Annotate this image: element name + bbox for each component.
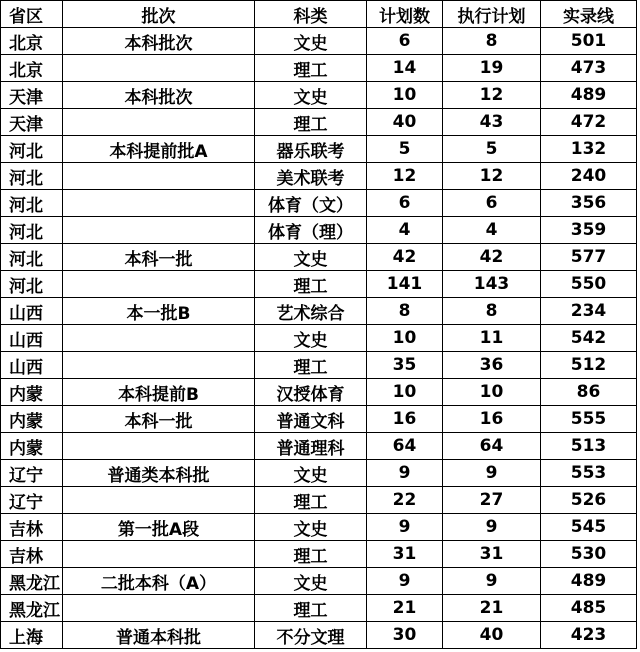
table-cell[interactable]: 40 [367, 109, 443, 136]
table-cell[interactable]: 234 [541, 298, 637, 325]
table-row[interactable] [1, 163, 637, 190]
table-cell[interactable]: 不分文理 [255, 622, 367, 649]
table-cell[interactable]: 吉林 [1, 514, 63, 541]
table-cell[interactable]: 河北 [1, 190, 63, 217]
table-cell[interactable]: 42 [443, 244, 541, 271]
table-cell[interactable]: 36 [443, 352, 541, 379]
table-cell[interactable]: 9 [367, 514, 443, 541]
table-cell[interactable]: 山西 [1, 352, 63, 379]
table-cell[interactable]: 31 [443, 541, 541, 568]
table-cell[interactable]: 553 [541, 460, 637, 487]
table-cell[interactable]: 文史 [255, 460, 367, 487]
table-cell[interactable]: 北京 [1, 28, 63, 55]
table-cell[interactable]: 文史 [255, 82, 367, 109]
table-row[interactable] [1, 622, 637, 649]
table-cell[interactable]: 文史 [255, 244, 367, 271]
table-cell[interactable]: 423 [541, 622, 637, 649]
table-row[interactable] [1, 82, 637, 109]
table-cell[interactable]: 理工 [255, 109, 367, 136]
table-row[interactable] [1, 244, 637, 271]
table-cell[interactable]: 艺术综合 [255, 298, 367, 325]
table-cell[interactable]: 86 [541, 379, 637, 406]
table-cell[interactable]: 21 [443, 595, 541, 622]
table-cell[interactable]: 普通文科 [255, 406, 367, 433]
table-cell[interactable]: 理工 [255, 271, 367, 298]
table-cell[interactable]: 9 [443, 568, 541, 595]
header-cell: 省区 [1, 1, 63, 28]
table-cell[interactable]: 本科提前批A [63, 136, 255, 163]
table-cell[interactable]: 器乐联考 [255, 136, 367, 163]
table-cell[interactable] [63, 433, 255, 460]
table-cell[interactable]: 240 [541, 163, 637, 190]
table-cell[interactable]: 19 [443, 55, 541, 82]
table-body [1, 28, 637, 649]
table-cell[interactable]: 10 [367, 82, 443, 109]
table-row[interactable] [1, 109, 637, 136]
table-cell[interactable] [63, 487, 255, 514]
table-cell[interactable]: 黑龙江 [1, 595, 63, 622]
table-row[interactable] [1, 406, 637, 433]
table-cell[interactable]: 河北 [1, 163, 63, 190]
table-cell[interactable]: 6 [367, 28, 443, 55]
table-cell[interactable]: 40 [443, 622, 541, 649]
table-cell[interactable]: 吉林 [1, 541, 63, 568]
table-cell[interactable]: 汉授体育 [255, 379, 367, 406]
table-cell[interactable]: 普通理科 [255, 433, 367, 460]
table-cell[interactable]: 河北 [1, 244, 63, 271]
table-cell[interactable]: 8 [367, 298, 443, 325]
table-cell[interactable]: 河北 [1, 217, 63, 244]
table-cell[interactable]: 489 [541, 82, 637, 109]
table-cell[interactable]: 黑龙江 [1, 568, 63, 595]
table-cell[interactable]: 理工 [255, 541, 367, 568]
table-cell[interactable]: 文史 [255, 325, 367, 352]
table-cell[interactable]: 本科批次 [63, 28, 255, 55]
table-cell[interactable]: 8 [443, 28, 541, 55]
table-cell[interactable] [63, 217, 255, 244]
header-cell: 实录线 [541, 1, 637, 28]
table-row[interactable] [1, 190, 637, 217]
table-cell[interactable] [63, 541, 255, 568]
table-cell[interactable]: 143 [443, 271, 541, 298]
table-row[interactable] [1, 379, 637, 406]
table-row[interactable] [1, 217, 637, 244]
table-cell[interactable]: 12 [443, 82, 541, 109]
table-cell[interactable]: 天津 [1, 109, 63, 136]
table-cell[interactable]: 14 [367, 55, 443, 82]
table-cell[interactable]: 64 [443, 433, 541, 460]
table-row[interactable] [1, 460, 637, 487]
table-cell[interactable]: 天津 [1, 82, 63, 109]
header-cell: 科类 [255, 1, 367, 28]
table-cell[interactable]: 普通本科批 [63, 622, 255, 649]
table-cell[interactable]: 4 [367, 217, 443, 244]
table-cell[interactable]: 6 [367, 190, 443, 217]
table-cell[interactable]: 545 [541, 514, 637, 541]
table-row[interactable] [1, 541, 637, 568]
table-cell[interactable]: 文史 [255, 28, 367, 55]
table-cell[interactable]: 5 [367, 136, 443, 163]
table-cell[interactable]: 43 [443, 109, 541, 136]
table-cell[interactable] [63, 163, 255, 190]
table-cell[interactable]: 64 [367, 433, 443, 460]
table-row[interactable] [1, 55, 637, 82]
table-row[interactable] [1, 433, 637, 460]
table-cell[interactable]: 河北 [1, 136, 63, 163]
table-row[interactable] [1, 136, 637, 163]
table-cell[interactable]: 485 [541, 595, 637, 622]
table-cell[interactable]: 22 [367, 487, 443, 514]
table-cell[interactable]: 体育（文） [255, 190, 367, 217]
table-cell[interactable]: 16 [443, 406, 541, 433]
table-cell[interactable]: 体育（理） [255, 217, 367, 244]
table-row[interactable] [1, 298, 637, 325]
table-cell[interactable]: 9 [367, 460, 443, 487]
table-cell[interactable]: 8 [443, 298, 541, 325]
table-cell[interactable]: 9 [367, 568, 443, 595]
table-cell[interactable] [63, 271, 255, 298]
table-cell[interactable]: 内蒙 [1, 406, 63, 433]
table-cell[interactable]: 141 [367, 271, 443, 298]
table-cell[interactable]: 35 [367, 352, 443, 379]
table-cell[interactable]: 理工 [255, 352, 367, 379]
table-cell[interactable]: 359 [541, 217, 637, 244]
table-cell[interactable]: 12 [443, 163, 541, 190]
table-cell[interactable] [63, 55, 255, 82]
table-cell[interactable]: 辽宁 [1, 460, 63, 487]
table-cell[interactable]: 27 [443, 487, 541, 514]
table-cell[interactable]: 本科一批 [63, 406, 255, 433]
table-cell[interactable]: 美术联考 [255, 163, 367, 190]
table-row[interactable] [1, 271, 637, 298]
table-cell[interactable] [63, 352, 255, 379]
table-row[interactable] [1, 352, 637, 379]
table-row[interactable] [1, 514, 637, 541]
table-row[interactable] [1, 325, 637, 352]
table-cell[interactable]: 二批本科（A） [63, 568, 255, 595]
table-cell[interactable]: 473 [541, 55, 637, 82]
table-cell[interactable]: 4 [443, 217, 541, 244]
header-cell: 计划数 [367, 1, 443, 28]
table-cell[interactable]: 530 [541, 541, 637, 568]
table-cell[interactable]: 472 [541, 109, 637, 136]
table-cell[interactable]: 577 [541, 244, 637, 271]
table-cell[interactable]: 山西 [1, 298, 63, 325]
table-cell[interactable]: 文史 [255, 568, 367, 595]
table-cell[interactable]: 辽宁 [1, 487, 63, 514]
table-cell[interactable]: 356 [541, 190, 637, 217]
table-cell[interactable] [63, 325, 255, 352]
table-cell[interactable]: 5 [443, 136, 541, 163]
header-row [1, 1, 637, 28]
table-cell[interactable]: 山西 [1, 325, 63, 352]
table-cell[interactable]: 本一批B [63, 298, 255, 325]
table-cell[interactable]: 11 [443, 325, 541, 352]
table-cell[interactable]: 普通类本科批 [63, 460, 255, 487]
table-cell[interactable]: 42 [367, 244, 443, 271]
table-cell[interactable]: 10 [367, 325, 443, 352]
table-cell[interactable]: 21 [367, 595, 443, 622]
table-cell[interactable]: 489 [541, 568, 637, 595]
table-cell[interactable]: 132 [541, 136, 637, 163]
table-cell[interactable] [63, 190, 255, 217]
table-cell[interactable]: 北京 [1, 55, 63, 82]
table-cell[interactable]: 内蒙 [1, 379, 63, 406]
header-cell: 批次 [63, 1, 255, 28]
table-cell[interactable]: 河北 [1, 271, 63, 298]
table-cell[interactable] [63, 595, 255, 622]
table-cell[interactable]: 上海 [1, 622, 63, 649]
table-cell[interactable]: 30 [367, 622, 443, 649]
table-row[interactable] [1, 28, 637, 55]
table-cell[interactable]: 9 [443, 514, 541, 541]
table-cell[interactable]: 本科提前B [63, 379, 255, 406]
table-cell[interactable]: 理工 [255, 487, 367, 514]
table-cell[interactable]: 512 [541, 352, 637, 379]
table-cell[interactable]: 内蒙 [1, 433, 63, 460]
table-row[interactable] [1, 487, 637, 514]
table-cell[interactable]: 555 [541, 406, 637, 433]
header-cell: 执行计划 [443, 1, 541, 28]
table-cell[interactable]: 542 [541, 325, 637, 352]
table-cell[interactable]: 本科批次 [63, 82, 255, 109]
table-cell[interactable]: 10 [367, 379, 443, 406]
table-cell[interactable]: 31 [367, 541, 443, 568]
table-cell[interactable]: 501 [541, 28, 637, 55]
table-cell[interactable]: 文史 [255, 514, 367, 541]
table-cell[interactable]: 理工 [255, 55, 367, 82]
table-row[interactable] [1, 595, 637, 622]
table-cell[interactable]: 550 [541, 271, 637, 298]
table-cell[interactable]: 理工 [255, 595, 367, 622]
table-cell[interactable]: 526 [541, 487, 637, 514]
table-cell[interactable]: 本科一批 [63, 244, 255, 271]
table-cell[interactable] [63, 109, 255, 136]
table-cell[interactable]: 16 [367, 406, 443, 433]
table-cell[interactable]: 6 [443, 190, 541, 217]
table-cell[interactable]: 12 [367, 163, 443, 190]
table-cell[interactable]: 10 [443, 379, 541, 406]
table-cell[interactable]: 513 [541, 433, 637, 460]
table-cell[interactable]: 9 [443, 460, 541, 487]
table-cell[interactable]: 第一批A段 [63, 514, 255, 541]
table-row[interactable] [1, 568, 637, 595]
